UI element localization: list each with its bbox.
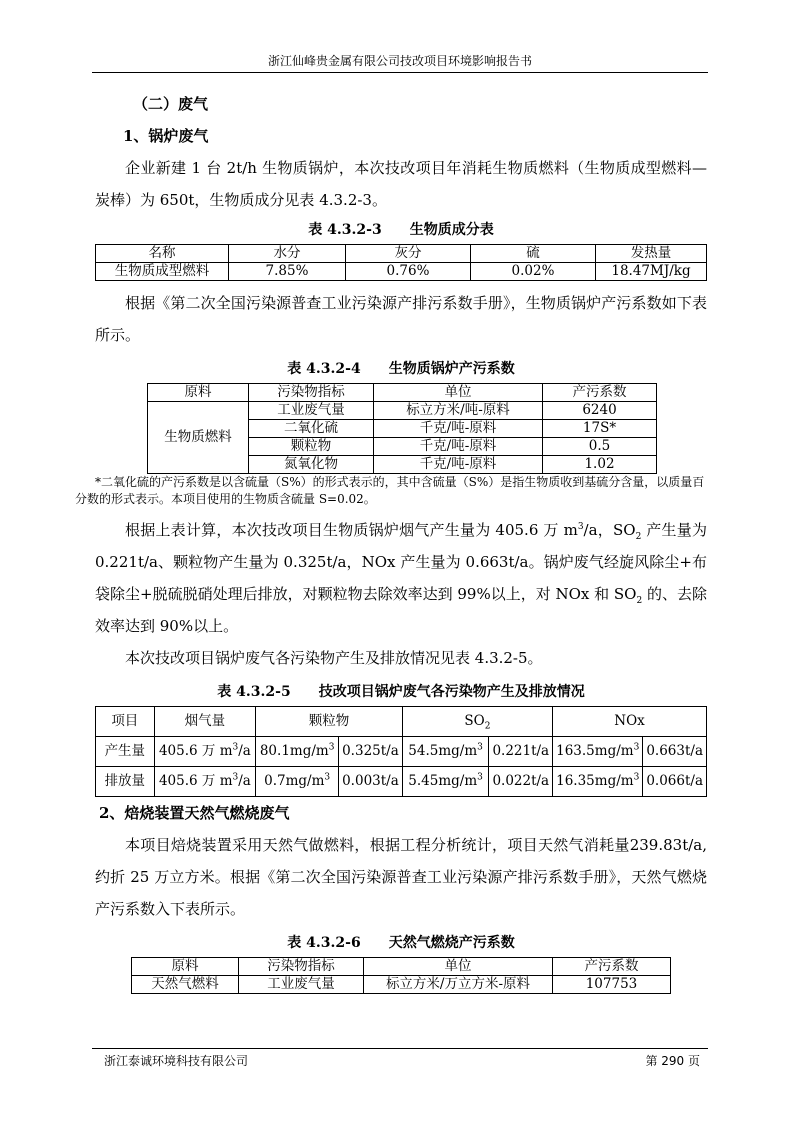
table-header-row [148,384,657,402]
table-cell: 0.022t/a [489,767,553,797]
row-label: 排放量 [96,767,155,797]
table-cell: 氮氧化物 [249,456,374,474]
table-cell [402,737,489,767]
header-cell: 单位 [374,384,543,402]
table-cell [256,767,339,797]
table-cell: 工业废气量 [249,402,374,420]
header-cell: 发热量 [596,245,707,263]
table-row [132,976,671,994]
table-cell: 17S* [543,420,657,438]
cell-text: 0.7mg/m [264,773,325,789]
header-cell: 单位 [364,958,553,976]
header-cell: 污染物指标 [239,958,364,976]
header-cell: 硫 [471,245,596,263]
superscript: 3 [232,772,239,783]
table-cell: 1.02 [543,456,657,474]
table-cell: 7.85% [229,263,346,281]
table-cell [402,767,489,797]
header-cell: 产污系数 [553,958,671,976]
table-cell: 生物质成型燃料 [96,263,229,281]
cell-text: /a [238,773,251,789]
table-number: 表 4.3.2-5 [217,684,291,700]
material-cell: 生物质燃料 [148,402,249,474]
header-cell: 灰分 [346,245,471,263]
header-cell: 原料 [148,384,249,402]
subsection-title-gas: 2、焙烧装置天然气燃烧废气 [99,804,290,822]
header-title: 浙江仙峰贵金属有限公司技改项目环境影响报告书 [267,54,532,68]
table-cell: 天然气燃料 [132,976,239,994]
section-title: （二）废气 [133,95,209,113]
table-cell: 0.76% [346,263,471,281]
superscript: 3 [633,772,640,783]
header-cell [402,707,552,737]
table-cell: 千克/吨-原料 [374,456,543,474]
table-cell: 6240 [543,402,657,420]
table-number: 表 4.3.2-4 [287,361,361,377]
table-number: 表 4.3.2-3 [308,222,382,238]
table-cell: 0.003t/a [339,767,403,797]
table-row [96,263,707,281]
table-cell: 0.325t/a [339,737,403,767]
table-cell: 0.5 [543,438,657,456]
table-header-row [96,707,707,737]
row-label: 产生量 [96,737,155,767]
paragraph-boiler-intro: 企业新建 1 台 2t/h 生物质锅炉，本次技改项目年消耗生物质燃料（生物质成型燃料—炭棒）为 650t，生物质成分见表 4.3.2-3。 [95,159,707,209]
table-cell: 千克/吨-原料 [374,420,543,438]
table-cell: 二氧化硫 [249,420,374,438]
paragraph-table5-ref: 本次技改项目锅炉废气各污染物产生及排放情况见表 4.3.2-5。 [125,649,543,667]
document-body [75,88,707,994]
subscript: 2 [484,721,491,732]
table-title: 生物质锅炉产污系数 [388,361,515,377]
table-cell [256,737,339,767]
footer-company: 浙江泰诚环境科技有限公司 [104,1054,249,1068]
subscript: 2 [635,532,642,542]
page-number: 第 290 页 [645,1054,700,1068]
table-title: 技改项目锅炉废气各污染物产生及排放情况 [318,684,585,700]
table-header-row [96,245,707,263]
table-row [148,402,657,420]
header-text: SO [464,713,485,729]
paragraph-gas-intro: 本项目焙烧装置采用天然气做燃料，根据工程分析统计，项目天然气消耗量239.83t/a,约折 25 万立方米。根据《第二次全国污染源普查工业污染源产排污系数手册》，天然气燃烧产污系数入下表所示。 [95,836,707,918]
table-header-row [132,958,671,976]
gas-coefficient-table [131,957,671,994]
superscript: 3 [324,772,331,783]
text-run: 根据上表计算，本次技改项目生物质锅炉烟气产生量为 405.6 万 m [125,521,578,539]
biomass-boiler-coefficient-table [147,383,657,474]
superscript: 3 [577,522,584,532]
cell-text: 405.6 万 m [158,743,233,759]
superscript: 3 [232,742,239,753]
table-cell: 千克/吨-原料 [374,438,543,456]
superscript: 3 [477,772,483,783]
paragraph-boiler-calculation [95,514,707,642]
header-cell: 原料 [132,958,239,976]
header-cell: 产污系数 [543,384,657,402]
table-cell: 18.47MJ/kg [596,263,707,281]
header-cell: 烟气量 [154,707,256,737]
header-cell: NOx [553,707,707,737]
cell-text: 405.6 万 m [158,773,233,789]
cell-text: 80.1mg/m [259,743,329,759]
text-run: /a，SO [583,521,636,539]
table-cell: 工业废气量 [239,976,364,994]
table-title: 天然气燃烧产污系数 [388,935,515,951]
page-header [92,50,708,73]
header-cell: 水分 [229,245,346,263]
cell-text: 5.45mg/m [408,773,478,789]
table-cell: 标立方米/万立方米-原料 [364,976,553,994]
table-cell [154,737,256,767]
superscript: 3 [328,742,335,753]
cell-text: 16.35mg/m [556,773,634,789]
table-title: 生物质成分表 [409,222,494,238]
table-cell: 标立方米/吨-原料 [374,402,543,420]
superscript: 3 [477,742,483,753]
boiler-emission-table [95,706,707,797]
page-footer [92,1048,708,1069]
text-run: 的、去除效率达到 90%以上。 [95,585,707,635]
table-cell: 0.02% [471,263,596,281]
header-cell: 项目 [96,707,155,737]
table-cell: 颗粒物 [249,438,374,456]
superscript: 3 [633,742,640,753]
table-cell: 0.221t/a [489,737,553,767]
table-caption-4-3-2-5 [95,678,707,706]
table-row [96,737,707,767]
table-cell [553,767,643,797]
cell-text: 163.5mg/m [556,743,634,759]
subsection-title-boiler: 1、锅炉废气 [123,127,209,145]
table-row [96,767,707,797]
header-cell: 名称 [96,245,229,263]
table-caption-4-3-2-3 [95,216,707,244]
table-caption-4-3-2-4 [95,355,707,383]
table-cell [553,737,643,767]
biomass-composition-table [95,244,707,281]
cell-text: /a [238,743,251,759]
paragraph-coefficient-source: 根据《第二次全国污染源普查工业污染源产排污系数手册》，生物质锅炉产污系数如下表所示。 [95,294,707,344]
table-cell: 0.066t/a [643,767,707,797]
text-run: 产生量为 0.221t/a、颗粒物产生量为 0.325t/a，NOx 产生量为 0.663t/a。锅炉废气经旋风除尘+布袋除尘+脱硫脱硝处理后排放，对颗粒物去除效率达到 99%以上，对 NOx 和 SO [95,521,707,603]
table-footnote: *二氧化硫的产污系数是以含硫量（S%）的形式表示的，其中含硫量（S%）是指生物质收到基硫分含量，以质量百分数的形式表示。本项目使用的生物质含硫量 S=0.02。 [75,475,705,506]
cell-text: 54.5mg/m [408,743,478,759]
header-cell: 颗粒物 [256,707,403,737]
header-cell: 污染物指标 [249,384,374,402]
table-number: 表 4.3.2-6 [287,935,361,951]
table-caption-4-3-2-6 [95,929,707,957]
table-cell: 107753 [553,976,671,994]
table-cell [154,767,256,797]
table-cell: 0.663t/a [643,737,707,767]
subscript: 2 [636,596,643,606]
